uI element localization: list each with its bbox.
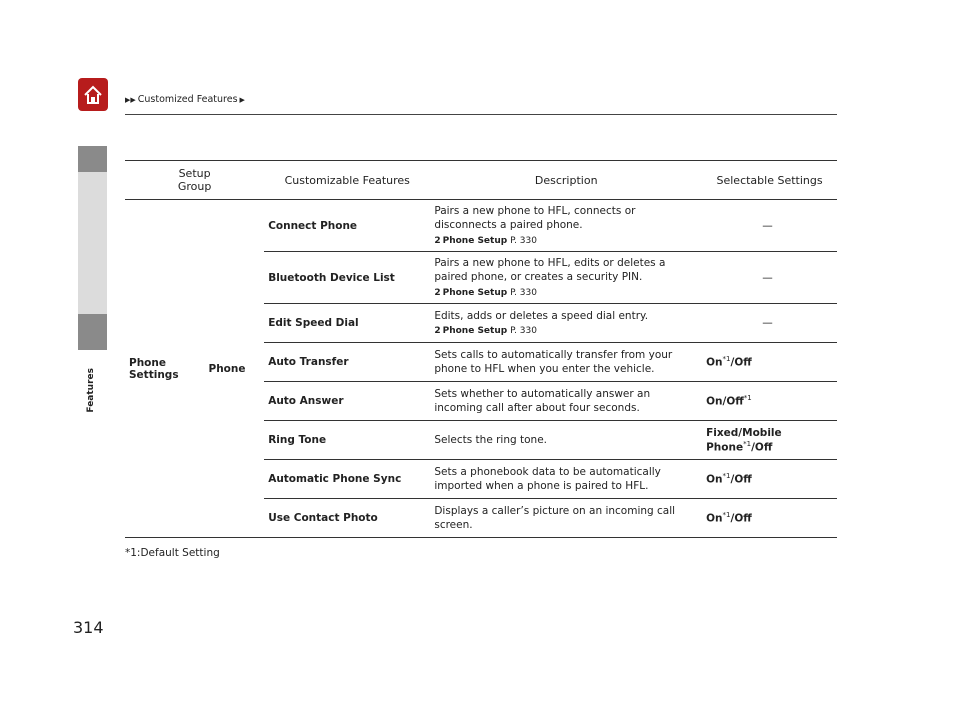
home-button[interactable] (78, 78, 108, 111)
feature-description: Sets a phonebook data to be automatically imported when a phone is paired to HFL. (430, 460, 702, 499)
setting-option: On (706, 512, 723, 525)
cross-reference[interactable] (434, 235, 698, 247)
setting-option: Off (734, 512, 752, 525)
description-text: Pairs a new phone to HFL, connects or disconnects a paired phone. (434, 205, 636, 232)
ref-title: Phone Setup (442, 326, 508, 337)
setting-option: Off (734, 473, 752, 486)
default-marker: *1 (722, 511, 731, 520)
setting-separator: / (751, 441, 755, 454)
header-settings: Selectable Settings (702, 161, 837, 200)
breadcrumb-item[interactable]: Customized Features (137, 94, 238, 105)
ref-page: P. 330 (510, 326, 537, 337)
feature-name: Connect Phone (264, 200, 430, 252)
setting-option: Mobile Phone (706, 426, 782, 454)
page-number: 314 (73, 618, 104, 637)
setting-separator: / (738, 426, 743, 439)
reference-arrow-icon: 2 (434, 287, 441, 298)
default-marker: *1 (743, 439, 752, 448)
feature-name: Ring Tone (264, 421, 430, 460)
feature-name: Edit Speed Dial (264, 304, 430, 343)
setting-separator: / (730, 356, 735, 369)
reference-arrow-icon: 2 (434, 326, 441, 337)
setting-separator: / (730, 473, 735, 486)
setting-option: Off (734, 356, 752, 369)
footnote: *1:Default Setting (125, 547, 220, 559)
group-cell: Phone Settings (125, 200, 205, 538)
selectable-settings: — (702, 252, 837, 304)
feature-description (430, 304, 702, 343)
feature-name: Automatic Phone Sync (264, 460, 430, 499)
setting-option: On (706, 473, 723, 486)
selectable-settings (702, 421, 837, 460)
description-text: Pairs a new phone to HFL, edits or deletes a paired phone, or creates a security PIN. (434, 257, 666, 284)
feature-description: Selects the ring tone. (430, 421, 702, 460)
selectable-settings (702, 499, 837, 538)
breadcrumb-arrow-icon: ▶▶ (125, 95, 136, 104)
default-marker: *1 (743, 394, 752, 403)
selectable-settings: — (702, 200, 837, 252)
cross-reference[interactable] (434, 287, 698, 299)
cross-reference[interactable] (434, 325, 698, 337)
selectable-settings (702, 343, 837, 382)
breadcrumb-arrow-icon: ▶ (239, 95, 245, 104)
default-marker: *1 (722, 472, 731, 481)
customizable-features-table (125, 160, 837, 538)
header-setup-group: Setup Group (125, 161, 264, 200)
feature-name: Bluetooth Device List (264, 252, 430, 304)
default-marker: *1 (722, 355, 731, 364)
setting-option: Off (726, 395, 744, 408)
side-tab-marker (78, 146, 107, 172)
selectable-settings (702, 460, 837, 499)
selectable-settings: — (702, 304, 837, 343)
home-icon (82, 84, 104, 106)
feature-name: Auto Answer (264, 382, 430, 421)
feature-description (430, 200, 702, 252)
header-features: Customizable Features (264, 161, 430, 200)
ref-page: P. 330 (510, 287, 537, 298)
breadcrumb (125, 94, 245, 105)
setting-option: On (706, 395, 723, 408)
feature-description (430, 252, 702, 304)
ref-title: Phone Setup (442, 287, 508, 298)
table-row (125, 200, 837, 252)
setting-option: Fixed (706, 426, 739, 439)
reference-arrow-icon: 2 (434, 235, 441, 246)
setting-separator: / (730, 512, 735, 525)
setting-option: On (706, 356, 723, 369)
setting-option: Off (754, 441, 773, 454)
side-tab-label: Features (86, 368, 96, 413)
selectable-settings (702, 382, 837, 421)
header-description: Description (430, 161, 702, 200)
feature-name: Auto Transfer (264, 343, 430, 382)
subgroup-cell: Phone (205, 200, 265, 538)
feature-name: Use Contact Photo (264, 499, 430, 538)
side-tab-active[interactable] (78, 314, 107, 350)
description-text: Edits, adds or deletes a speed dial entry. (434, 309, 649, 322)
ref-page: P. 330 (510, 235, 537, 246)
header-divider (125, 114, 837, 115)
ref-title: Phone Setup (442, 235, 508, 246)
feature-description: Sets whether to automatically answer an incoming call after about four seconds. (430, 382, 702, 421)
feature-description: Sets calls to automatically transfer from your phone to HFL when you enter the vehicle. (430, 343, 702, 382)
feature-description: Displays a caller’s picture on an incoming call screen. (430, 499, 702, 538)
setting-separator: / (722, 395, 727, 408)
